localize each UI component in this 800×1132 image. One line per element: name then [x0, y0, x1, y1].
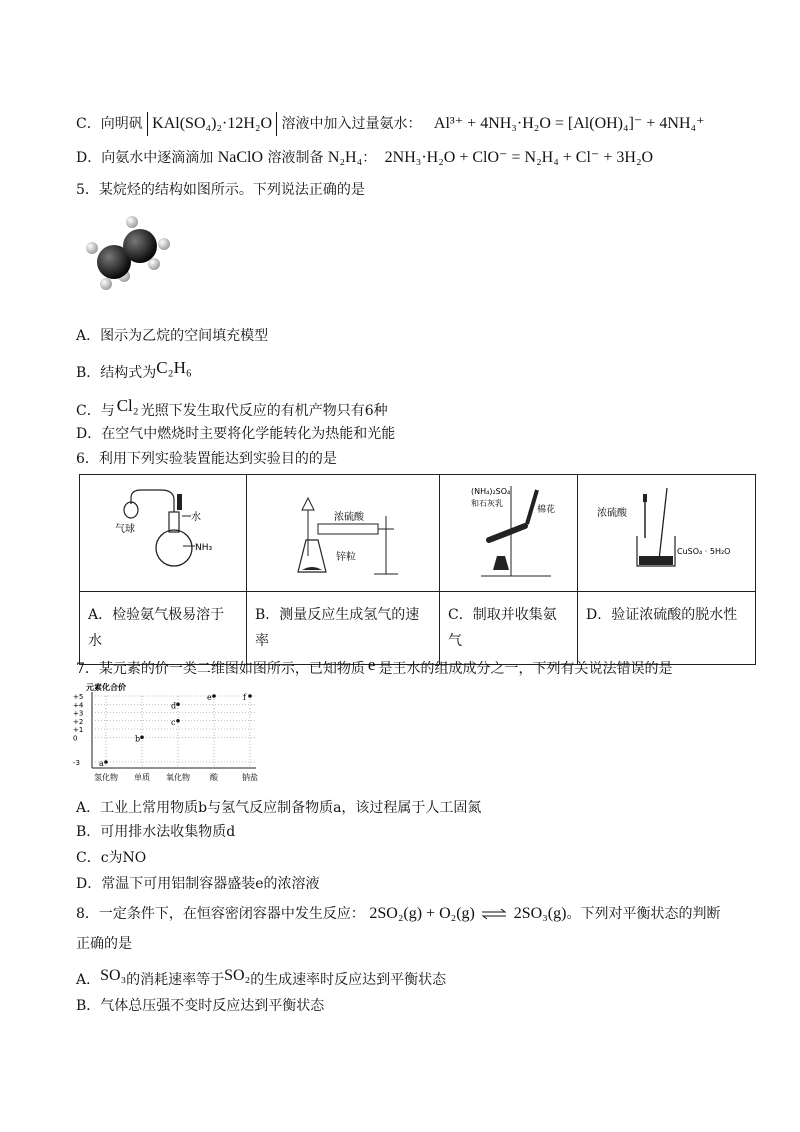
point-label-b: b: [135, 734, 141, 744]
point-c: [176, 719, 180, 723]
apparatus-b-drawing: [248, 476, 438, 586]
q4-d-equation: 2NH₃·H₂O + ClO⁻ = N₂H₄ + Cl⁻ + 3H₂O: [384, 149, 654, 166]
y-tick-label: +4: [73, 701, 84, 710]
q5-stem: 5．某烷烃的结构如图所示。下列说法正确的是: [76, 182, 365, 198]
q4-d-reagent: NaClO: [217, 149, 264, 166]
point-f: [248, 694, 252, 698]
apparatus-b-cell: [247, 475, 440, 592]
q6-stem: 6．利用下列实验装置能达到实验目的的是: [76, 451, 337, 467]
chart-ylabel: 元素化合价: [86, 683, 126, 692]
category-label: 酸: [210, 773, 218, 782]
point-e: [212, 694, 216, 698]
q6-option-a: A．检验氨气极易溶于水: [80, 592, 247, 665]
category-label: 钠盐: [242, 773, 258, 782]
label-balloon: 气球: [115, 524, 135, 535]
apparatus-c-drawing: [441, 476, 576, 586]
q8-stem-pre: 8．一定条件下，在恒容密闭容器中发生反应：: [76, 906, 365, 922]
q8-option-a: [76, 966, 446, 990]
y-tick-label: -3: [73, 759, 80, 767]
apparatus-c-cell: [440, 475, 578, 592]
label-lime: 和石灰乳: [471, 499, 503, 508]
q8-option-b: B．气体总压强不变时反应达到平衡状态: [76, 998, 325, 1014]
q8-stem: [76, 904, 720, 924]
q7-stem: [76, 655, 672, 679]
label-acid-d: 浓硫酸: [597, 508, 627, 519]
q5-b-text: B．结构式为: [76, 365, 157, 381]
q5-option-d: D．在空气中燃烧时主要将化学能转化为热能和光能: [76, 426, 396, 442]
category-label: 氧化物: [166, 773, 190, 782]
q6-option-d: D．验证浓硫酸的脱水性: [578, 592, 756, 665]
ethane-molecule-model: [84, 214, 170, 294]
point-d: [176, 702, 180, 706]
y-tick-label: 0: [73, 734, 78, 743]
label-nh3: NH₃: [195, 543, 213, 553]
apparatus-d-drawing: [579, 476, 754, 586]
q4-c-mid: 溶液中加入过量氨水：: [281, 116, 422, 132]
label-salt: (NH₄)₂SO₄: [471, 487, 511, 496]
y-tick-label: +1: [73, 726, 84, 734]
q6-option-b: B．测量反应生成氢气的速率: [247, 592, 440, 665]
point-label-f: f: [243, 693, 246, 702]
y-tick-label: +5: [73, 693, 84, 701]
q8-a-so3: SO₃: [100, 967, 127, 984]
q5-option-b: [76, 358, 192, 383]
q8-a-post: 的生成速率时反应达到平衡状态: [250, 972, 447, 988]
point-label-c: c: [171, 717, 176, 727]
alum-formula: KAl(SO₄)₂·12H₂O: [147, 112, 277, 136]
point-label-e: e: [207, 693, 212, 702]
q5-c-pre: C．与: [76, 403, 115, 419]
point-label-a: a: [99, 759, 104, 768]
valence-category-chart: [72, 682, 262, 787]
q5-option-c: [76, 396, 388, 421]
q4-d-prefix: D．向氨水中逐滴滴加: [76, 150, 214, 166]
q8-a-pre: A．: [76, 972, 101, 988]
q4-option-c: [76, 112, 705, 136]
q4-d-mid: 溶液制备: [267, 150, 324, 166]
q4-d-product: N₂H₄: [327, 149, 363, 166]
q7-option-c: C．c为NO: [76, 850, 147, 866]
point-b: [140, 735, 144, 739]
point-label-d: d: [171, 701, 177, 711]
equilibrium-arrow-icon: [481, 908, 507, 920]
q8-stem-post: 。下列对平衡状态的判断: [566, 906, 721, 922]
apparatus-a-cell: [80, 475, 247, 592]
apparatus-d-cell: [578, 475, 756, 592]
apparatus-a-drawing: [81, 476, 245, 586]
q5-c-reagent: Cl₂: [116, 396, 139, 415]
q4-option-d: D．向氨水中逐滴滴加 NaClO 溶液制备 N₂H₄： 2NH₃·H₂O + ClO⁻ = N₂H₄ + Cl⁻ + 3H₂O: [76, 149, 654, 166]
q7-stem-pre: 7．某元素的价一类二维图如图所示，已知物质: [76, 661, 365, 677]
label-water: 水: [191, 512, 201, 523]
q7-stem-e: e: [367, 655, 376, 674]
q4-c-prefix: C．向明矾: [76, 116, 143, 132]
q7-stem-post: 是王水的组成成分之一，下列有关说法错误的是: [378, 661, 673, 677]
point-a: [104, 760, 108, 764]
q8-eq-left: 2SO₂(g) + O₂(g): [369, 905, 475, 922]
q4-c-equation: Al³⁺ + 4NH₃·H₂O = [Al(OH)₄]⁻ + 4NH₄⁺: [433, 115, 705, 132]
q7-option-a: A．工业上常用物质b与氢气反应制备物质a，该过程属于人工固氮: [76, 800, 482, 816]
q5-c-post: 光照下发生取代反应的有机产物只有6种: [140, 403, 388, 419]
category-label: 氢化物: [94, 773, 118, 782]
category-label: 单质: [134, 773, 150, 782]
q6-apparatus-table: [79, 474, 756, 665]
y-tick-label: +3: [73, 709, 84, 718]
q5-b-formula: C₂H₆: [156, 358, 192, 377]
q7-option-b: B．可用排水法收集物质d: [76, 824, 236, 840]
q8-eq-right: 2SO₃(g): [513, 905, 567, 922]
q8-a-so2: SO₂: [224, 967, 251, 984]
q6-option-c: C．制取并收集氨气: [440, 592, 578, 665]
label-cotton: 棉花: [537, 505, 556, 515]
q8-a-mid: 的消耗速率等于: [126, 972, 225, 988]
label-acid-b: 浓硫酸: [334, 512, 364, 523]
label-cuso4: CuSO₄ · 5H₂O: [677, 547, 731, 556]
y-tick-label: +2: [73, 717, 84, 726]
q7-option-d: D．常温下可用铝制容器盛装e的浓溶液: [76, 876, 320, 892]
q8-stem-line2: 正确的是: [76, 936, 132, 952]
q5-option-a: A．图示为乙烷的空间填充模型: [76, 328, 269, 344]
label-zinc: 锌粒: [336, 552, 356, 563]
